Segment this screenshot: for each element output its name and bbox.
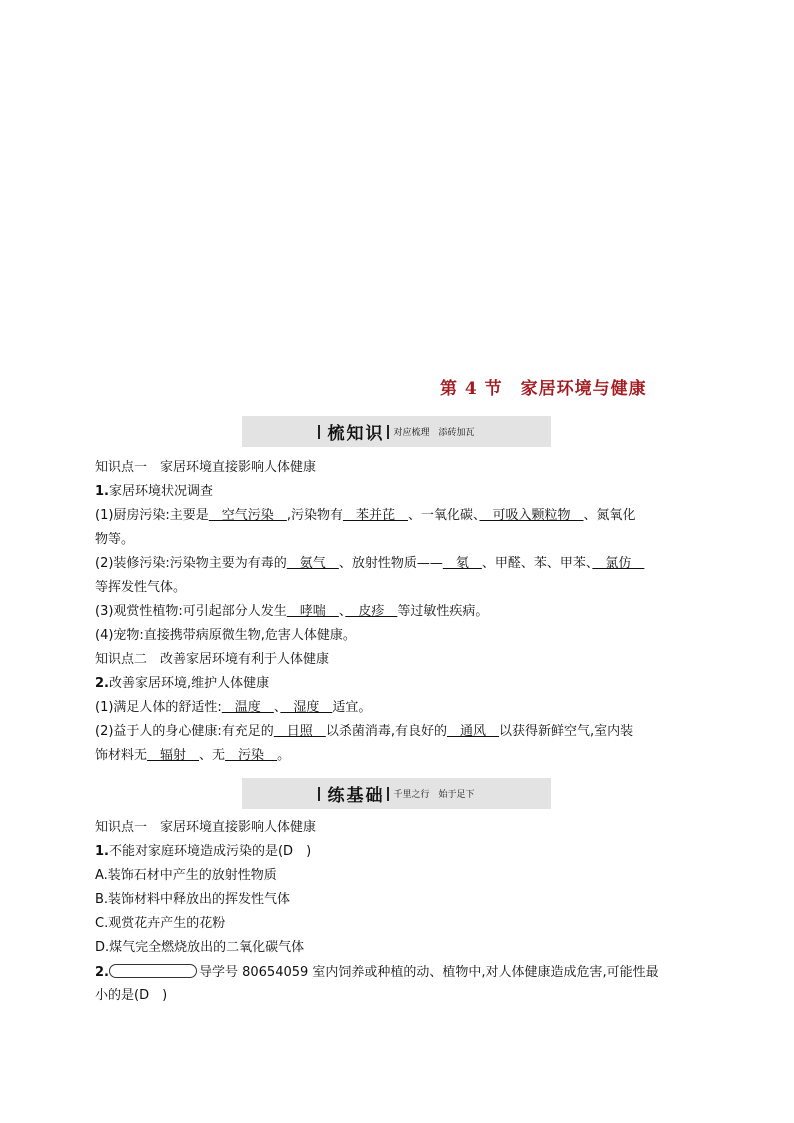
blank-answer: 哮喘 [286, 604, 339, 619]
text: 、 [338, 604, 346, 619]
blank-answer: 污染 [225, 748, 278, 763]
text: (1)满足人体的舒适性: [95, 700, 222, 715]
banner-review [242, 416, 551, 447]
question-text: 不能对家庭环境造成污染的是(D ) [108, 844, 312, 859]
text: 、放射性物质—— [338, 556, 443, 571]
text: 饰材料无 [95, 748, 148, 763]
answer-line-1 [95, 508, 636, 524]
blank-answer: 可吸入颗粒物 [479, 508, 584, 523]
banner-main: 梳知识 [327, 424, 385, 444]
answer-line-5 [95, 700, 371, 716]
answer-line-6 [95, 724, 633, 740]
option-c: C.观赏花卉产生的花粉 [95, 916, 226, 931]
blank-answer: 氯仿 [592, 556, 645, 571]
text: 以获得新鲜空气,室内装 [498, 724, 634, 739]
text: 、 [273, 700, 281, 715]
text: 等过敏性疾病。 [397, 604, 489, 619]
section-title: 第 4 节 家居环境与健康 [440, 379, 647, 399]
knowledge-point-3: 知识点一 家居环境直接影响人体健康 [95, 820, 317, 835]
knowledge-point-1: 知识点一 家居环境直接影响人体健康 [95, 460, 317, 475]
practice-question-2 [95, 964, 659, 981]
blank-answer: 温度 [221, 700, 274, 715]
text: 适宜。 [332, 700, 372, 715]
question-text: 改善家居环境,维护人体健康 [108, 676, 270, 691]
option-a: A.装饰石材中产生的放射性物质 [95, 868, 277, 883]
blank-answer: 氨气 [286, 556, 339, 571]
banner-sub: 对应梳理 添砖加瓦 [393, 428, 475, 438]
text: (3)观赏性植物:可引起部分人发生 [95, 604, 287, 619]
banner-bar [387, 787, 389, 801]
text: 、氮氧化 [583, 508, 636, 523]
text: (2)装修污染:污染物主要为有毒的 [95, 556, 287, 571]
text: (2)益于人的身心健康:有充足的 [95, 724, 274, 739]
blank-answer: 氡 [442, 556, 482, 571]
answer-line-2 [95, 556, 644, 572]
guide-code-badge [109, 964, 197, 978]
question-number: 1. [95, 484, 109, 499]
text: (1)厨房污染:主要是 [95, 508, 209, 523]
answer-line-1-cont: 物等。 [95, 532, 135, 547]
blank-answer: 日照 [273, 724, 326, 739]
question-text: 导学号 80654059 室内饲养或种植的动、植物中,对人体健康造成危害,可能性最 [198, 965, 659, 980]
answer-line-2-cont: 等挥发性气体。 [95, 580, 187, 595]
blank-answer: 通风 [446, 724, 499, 739]
text: 、无 [199, 748, 226, 763]
answer-line-3 [95, 604, 488, 620]
answer-line-4: (4)宠物:直接携带病原微生物,危害人体健康。 [95, 628, 356, 643]
banner-sub: 千里之行 始于足下 [393, 790, 475, 800]
option-b: B.装饰材料中释放出的挥发性气体 [95, 892, 291, 907]
banner-bar [387, 425, 389, 439]
question-number: 2. [95, 676, 109, 691]
answer-line-7 [95, 748, 290, 764]
blank-answer: 皮疹 [345, 604, 398, 619]
option-d: D.煤气完全燃烧放出的二氧化碳气体 [95, 940, 305, 955]
banner-practice [242, 778, 551, 809]
text: ,污染物有 [286, 508, 343, 523]
blank-answer: 苯并芘 [342, 508, 408, 523]
practice-question-2-cont: 小的是(D ) [95, 988, 168, 1003]
knowledge-point-2: 知识点二 改善家居环境有利于人体健康 [95, 652, 330, 667]
practice-question-1 [95, 844, 311, 860]
blank-answer: 辐射 [147, 748, 200, 763]
question-number: 1. [95, 844, 109, 859]
banner-bar [318, 425, 320, 439]
question-text: 家居环境状况调查 [108, 484, 213, 499]
question-2-heading [95, 676, 269, 692]
blank-answer: 空气污染 [208, 508, 287, 523]
blank-answer: 湿度 [280, 700, 333, 715]
text: 、甲醛、苯、甲苯、 [481, 556, 593, 571]
text: 以杀菌消毒,有良好的 [325, 724, 447, 739]
text: 。 [277, 748, 291, 763]
question-number: 2. [95, 965, 109, 980]
text: 、一氧化碳、 [407, 508, 480, 523]
question-1-heading [95, 484, 213, 500]
banner-bar [318, 787, 320, 801]
banner-main: 练基础 [327, 786, 385, 806]
